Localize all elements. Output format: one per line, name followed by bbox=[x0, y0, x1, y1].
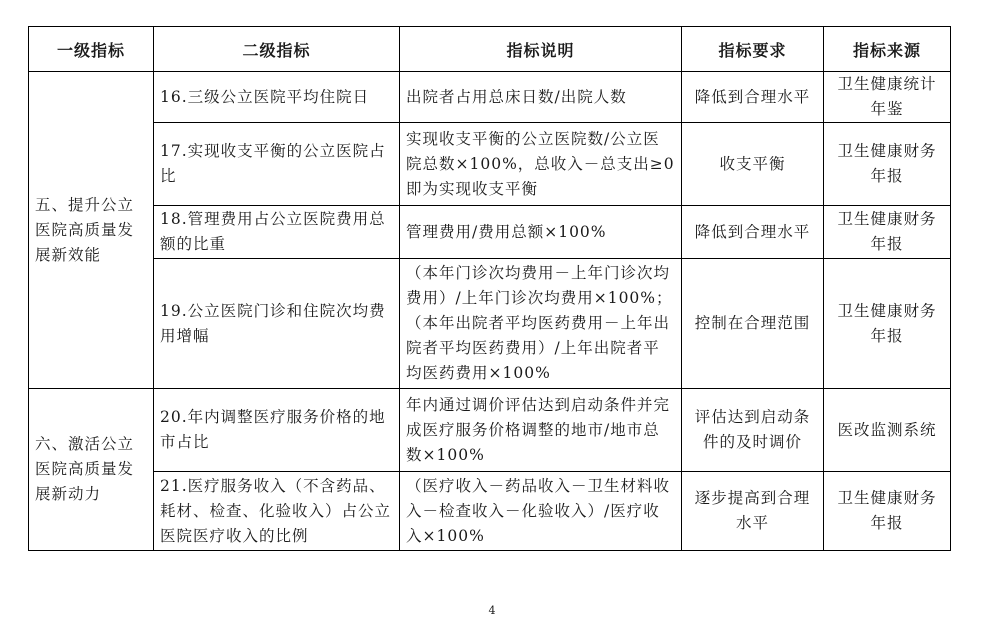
table-header-row bbox=[29, 27, 951, 72]
header-description: 指标说明 bbox=[400, 27, 682, 72]
indicator-cell: 17.实现收支平衡的公立医院占比 bbox=[154, 123, 400, 206]
indicator-cell: 19.公立医院门诊和住院次均费用增幅 bbox=[154, 259, 400, 389]
page-number: 4 bbox=[488, 604, 496, 617]
requirement-cell: 评估达到启动条件的及时调价 bbox=[682, 389, 824, 472]
source-cell: 卫生健康财务年报 bbox=[824, 259, 951, 389]
requirement-cell: 控制在合理范围 bbox=[682, 259, 824, 389]
header-level2: 二级指标 bbox=[154, 27, 400, 72]
source-cell: 卫生健康财务年报 bbox=[824, 123, 951, 206]
description-cell: 年内通过调价评估达到启动条件并完成医疗服务价格调整的地市/地市总数×100% bbox=[400, 389, 682, 472]
indicator-table bbox=[28, 26, 951, 551]
requirement-cell: 降低到合理水平 bbox=[682, 206, 824, 259]
indicator-cell: 20.年内调整医疗服务价格的地市占比 bbox=[154, 389, 400, 472]
requirement-cell: 降低到合理水平 bbox=[682, 72, 824, 123]
indicator-cell: 16.三级公立医院平均住院日 bbox=[154, 72, 400, 123]
description-cell: （本年门诊次均费用－上年门诊次均费用）/上年门诊次均费用×100%；（本年出院者平均医药费用－上年出院者平均医药费用）/上年出院者平均医药费用×100% bbox=[400, 259, 682, 389]
table-row bbox=[29, 123, 951, 206]
requirement-cell: 逐步提高到合理水平 bbox=[682, 472, 824, 551]
group-label: 六、激活公立医院高质量发展新动力 bbox=[29, 389, 154, 551]
header-source: 指标来源 bbox=[824, 27, 951, 72]
indicator-cell: 21.医疗服务收入（不含药品、耗材、检查、化验收入）占公立医院医疗收入的比例 bbox=[154, 472, 400, 551]
source-cell: 医改监测系统 bbox=[824, 389, 951, 472]
description-cell: （医疗收入－药品收入－卫生材料收入－检查收入－化验收入）/医疗收入×100% bbox=[400, 472, 682, 551]
source-cell: 卫生健康统计年鉴 bbox=[824, 72, 951, 123]
description-cell: 实现收支平衡的公立医院数/公立医院总数×100%，总收入－总支出≥0即为实现收支平衡 bbox=[400, 123, 682, 206]
group-label: 五、提升公立医院高质量发展新效能 bbox=[29, 72, 154, 389]
header-requirement: 指标要求 bbox=[682, 27, 824, 72]
table-row bbox=[29, 389, 951, 472]
description-cell: 管理费用/费用总额×100% bbox=[400, 206, 682, 259]
indicator-cell: 18.管理费用占公立医院费用总额的比重 bbox=[154, 206, 400, 259]
table-row bbox=[29, 472, 951, 551]
table-row bbox=[29, 206, 951, 259]
header-level1: 一级指标 bbox=[29, 27, 154, 72]
table-row bbox=[29, 259, 951, 389]
description-cell: 出院者占用总床日数/出院人数 bbox=[400, 72, 682, 123]
requirement-cell: 收支平衡 bbox=[682, 123, 824, 206]
source-cell: 卫生健康财务年报 bbox=[824, 206, 951, 259]
source-cell: 卫生健康财务年报 bbox=[824, 472, 951, 551]
table-row bbox=[29, 72, 951, 123]
